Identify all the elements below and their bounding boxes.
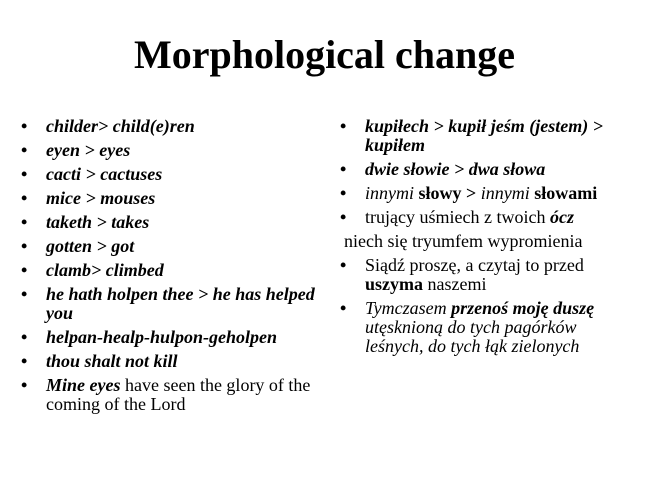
- list-item: [20, 189, 330, 208]
- example-text: kupiłech > kupił jeśm (jestem) > kupiłem: [365, 116, 603, 155]
- list-item: [339, 208, 639, 227]
- list-continuation: [339, 232, 639, 251]
- example-text: thou shalt not kill: [46, 351, 178, 371]
- example-text: dwie słowie > dwa słowa: [365, 159, 546, 179]
- example-text-emphasis: Mine eyes: [46, 375, 121, 395]
- example-text: eyen > eyes: [46, 140, 131, 160]
- list-item: [339, 160, 639, 179]
- example-text: cacti > cactuses: [46, 164, 163, 184]
- example-text-emphasis: ócz: [549, 207, 574, 227]
- example-text: taketh > takes: [46, 212, 150, 232]
- list-item: [20, 352, 330, 371]
- list-item: [20, 285, 330, 323]
- left-bullet-list: [20, 117, 330, 419]
- example-text-rest: have seen the glory of the coming of the Lord: [46, 375, 311, 414]
- slide-title: Morphological change: [133, 32, 516, 77]
- example-text: childer> child(e)ren: [46, 116, 195, 136]
- example-text: gotten > got: [46, 236, 135, 256]
- list-item: [20, 165, 330, 184]
- example-text-plain: niech się tryumfem wypromienia: [344, 231, 583, 251]
- example-text-plain: Siądź proszę, a czytaj to przed: [365, 255, 584, 275]
- list-item: [339, 299, 639, 356]
- list-item: [20, 141, 330, 160]
- list-item: [20, 237, 330, 256]
- list-item: [20, 261, 330, 280]
- example-text-arrow: >: [461, 183, 481, 203]
- list-item: [339, 117, 639, 155]
- example-text: mice > mouses: [46, 188, 156, 208]
- list-item: [20, 117, 330, 136]
- example-text-plain: naszemi: [423, 274, 487, 294]
- example-text-plain: trujący uśmiech z twoich: [365, 207, 550, 227]
- list-item: [20, 213, 330, 232]
- example-text-italic: innymi: [480, 183, 535, 203]
- list-item: [339, 184, 639, 203]
- example-text: he hath holpen thee > he has helped you: [46, 284, 315, 323]
- example-text-bold: słowy: [418, 183, 462, 203]
- list-item: [339, 256, 639, 294]
- example-text: helpan-healp-hulpon-geholpen: [46, 327, 278, 347]
- example-text: clamb> climbed: [46, 260, 164, 280]
- list-item: [20, 328, 330, 347]
- example-text-italic: Tymczasem: [365, 298, 452, 318]
- example-text-bold: uszyma: [365, 274, 423, 294]
- list-item: [20, 376, 330, 414]
- example-text-italic: utęsknioną do tych pagórków leśnych, do tych łąk zielonych: [365, 317, 580, 356]
- example-text-emphasis: przenoś moję duszę: [451, 298, 595, 318]
- example-text-bold: słowami: [534, 183, 598, 203]
- right-bullet-list: [339, 117, 639, 361]
- example-text-italic: innymi: [365, 183, 419, 203]
